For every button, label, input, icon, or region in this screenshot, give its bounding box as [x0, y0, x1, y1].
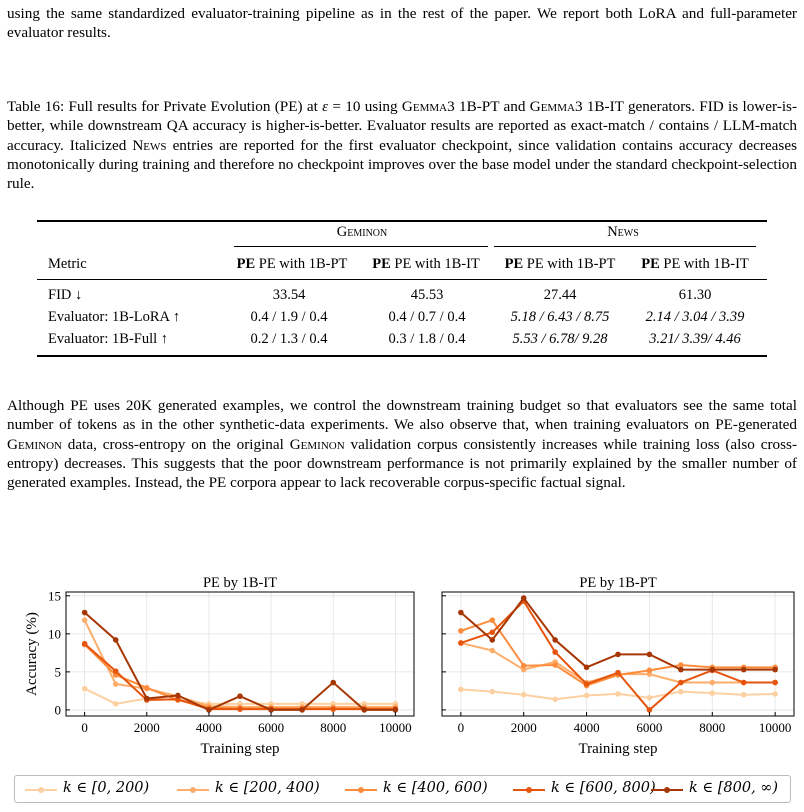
- chart-1b-it: [0, 566, 420, 766]
- data-point: [113, 681, 119, 687]
- table-cell: 5.18 / 6.43 / 8.75: [510, 309, 610, 325]
- col-header-4: PE PE with 1B-IT: [641, 256, 749, 272]
- x-tick-label: 6000: [258, 720, 285, 735]
- y-tick-label: 15: [48, 588, 61, 604]
- data-point: [330, 680, 336, 686]
- data-point: [268, 707, 274, 713]
- x-axis-label: Training step: [578, 741, 658, 757]
- x-tick-label: 0: [81, 720, 88, 735]
- data-point: [113, 637, 119, 643]
- legend-label-2: k ∈ [400, 600): [383, 780, 488, 796]
- y-axis-label: Accuracy (%): [24, 612, 40, 696]
- data-point: [82, 686, 88, 692]
- chart-legend: [14, 775, 791, 803]
- group-rule-news: [494, 246, 756, 247]
- data-point: [678, 680, 684, 686]
- data-point: [647, 668, 653, 674]
- data-point: [615, 691, 621, 697]
- table-cell: 61.30: [678, 287, 712, 303]
- data-point: [741, 680, 747, 686]
- table-cell: 5.53 / 6.78/ 9.28: [512, 331, 608, 347]
- data-point: [237, 693, 243, 699]
- legend-swatch-4: [649, 784, 685, 796]
- data-point: [678, 667, 684, 673]
- data-point: [458, 640, 464, 646]
- table-bottom-rule: [37, 355, 767, 357]
- data-point: [82, 610, 88, 616]
- data-point: [144, 685, 150, 691]
- group-rule-geminon: [234, 246, 488, 247]
- legend-label-0: k ∈ [0, 200): [63, 780, 150, 796]
- table-cell: 45.53: [410, 287, 444, 303]
- data-point: [647, 652, 653, 658]
- data-point: [772, 667, 778, 673]
- data-point: [82, 641, 88, 647]
- data-point: [552, 696, 558, 702]
- data-point: [709, 680, 715, 686]
- col-header-1: PE PE with 1B-PT: [236, 256, 348, 272]
- data-point: [584, 693, 590, 699]
- x-tick-label: 8000: [320, 720, 347, 735]
- data-point: [552, 662, 558, 668]
- x-tick-label: 4000: [573, 720, 600, 735]
- table-cell: 0.3 / 1.8 / 0.4: [388, 331, 466, 347]
- series-line-3: [85, 644, 396, 709]
- data-point: [772, 691, 778, 697]
- row-metric: Evaluator: 1B-LoRA ↑: [48, 309, 181, 325]
- x-tick-label: 4000: [195, 720, 222, 735]
- chart-title: PE by 1B-IT: [202, 575, 278, 591]
- data-point: [489, 617, 495, 623]
- data-point: [489, 648, 495, 654]
- data-point: [458, 610, 464, 616]
- x-tick-label: 8000: [699, 720, 726, 735]
- data-point: [584, 665, 590, 671]
- table-cell: 2.14 / 3.04 / 3.39: [645, 309, 745, 325]
- x-tick-label: 10000: [379, 720, 412, 735]
- data-point: [113, 701, 119, 707]
- data-point: [361, 707, 367, 713]
- x-tick-label: 0: [457, 720, 465, 735]
- chart-1b-it-svg: [0, 566, 420, 766]
- table-caption: Table 16: Full results for Private Evolution (PE) at ε = 10 using Gemma3 1B-PT and Gemma3 1B-IT generators. FID is lower-is-better, while downstream QA accuracy is higher-is-better. Evaluator results are reported as exact-match / contains / LLM-match accuracy. Italicized News entries are reported for the first evaluator checkpoint, since validation contains accuracy decreases monotonically during training and therefore no checkpoint improves over the base model under the standard checkpoint-selection rule.: [7, 98, 798, 193]
- table-cell: 3.21/ 3.39/ 4.46: [649, 331, 741, 347]
- table-mid-rule: [37, 279, 767, 280]
- table-cell: 33.54: [272, 287, 306, 303]
- x-tick-label: 6000: [636, 720, 663, 735]
- results-table: [37, 220, 767, 360]
- data-point: [741, 692, 747, 698]
- legend-swatch-1: [175, 784, 211, 796]
- data-point: [584, 681, 590, 687]
- data-point: [521, 692, 527, 698]
- legend-label-1: k ∈ [200, 400): [215, 780, 320, 796]
- data-point: [615, 670, 621, 676]
- data-point: [489, 689, 495, 695]
- x-axis-label: Training step: [200, 741, 280, 757]
- group-header-news: News: [607, 224, 639, 240]
- data-point: [393, 707, 399, 713]
- data-point: [709, 667, 715, 673]
- metric-header: Metric: [48, 256, 87, 272]
- data-point: [175, 693, 181, 699]
- col-header-3: PE PE with 1B-PT: [504, 256, 616, 272]
- y-tick-label: 0: [54, 702, 61, 718]
- data-point: [709, 690, 715, 696]
- table-top-rule: [37, 220, 767, 222]
- data-point: [299, 707, 305, 713]
- legend-label-4: k ∈ [800, ∞): [689, 780, 779, 796]
- data-point: [552, 649, 558, 655]
- row-metric: Evaluator: 1B-Full ↑: [48, 331, 169, 347]
- table-cell: 0.2 / 1.3 / 0.4: [250, 331, 328, 347]
- x-tick-label: 2000: [510, 720, 537, 735]
- data-point: [678, 689, 684, 695]
- legend-swatch-2: [343, 784, 379, 796]
- legend-swatch-3: [511, 784, 547, 796]
- data-point: [489, 630, 495, 636]
- table-cell: 0.4 / 1.9 / 0.4: [250, 309, 328, 325]
- intro-paragraph: using the same standardized evaluator-training pipeline as in the rest of the paper. We report both LoRA and full-parameter evaluator results.: [7, 5, 797, 42]
- data-point: [82, 617, 88, 623]
- data-point: [521, 595, 527, 601]
- data-point: [647, 695, 653, 701]
- chart-1b-pt: [420, 566, 804, 766]
- data-point: [647, 707, 653, 713]
- legend-label-3: k ∈ [600, 800): [551, 780, 656, 796]
- chart-1b-pt-svg: [420, 566, 804, 766]
- data-point: [489, 637, 495, 643]
- table-cell: 27.44: [543, 287, 577, 303]
- data-point: [521, 663, 527, 669]
- data-point: [615, 652, 621, 658]
- data-point: [458, 628, 464, 634]
- col-header-2: PE PE with 1B-IT: [372, 256, 480, 272]
- chart-title: PE by 1B-PT: [579, 575, 657, 591]
- legend-swatch-0: [23, 784, 59, 796]
- data-point: [772, 680, 778, 686]
- data-point: [741, 667, 747, 673]
- data-point: [144, 696, 150, 702]
- row-metric: FID ↓: [48, 287, 83, 303]
- data-point: [458, 687, 464, 693]
- data-point: [113, 668, 119, 674]
- x-tick-label: 2000: [133, 720, 160, 735]
- x-tick-label: 10000: [758, 720, 792, 735]
- data-point: [237, 706, 243, 712]
- group-header-geminon: Geminon: [336, 224, 388, 240]
- data-point: [206, 707, 212, 713]
- table-cell: 0.4 / 0.7 / 0.4: [388, 309, 466, 325]
- y-tick-label: 10: [48, 626, 61, 642]
- discussion-paragraph: Although PE uses 20K generated examples, we control the downstream training budget so that evaluators see the same total number of tokens as in the other synthetic-data experiments. We also observe that, when training evaluators on PE-generated Geminon data, cross-entropy on the original Geminon validation corpus consistently increases while training loss (also cross-entropy) decreases. This suggests that the poor downstream performance is not primarily explained by the smaller number of generated examples. Instead, the PE corpora appear to lack recoverable corpus-specific factual signal.: [7, 397, 797, 492]
- data-point: [330, 706, 336, 712]
- data-point: [552, 637, 558, 643]
- y-tick-label: 5: [54, 664, 61, 680]
